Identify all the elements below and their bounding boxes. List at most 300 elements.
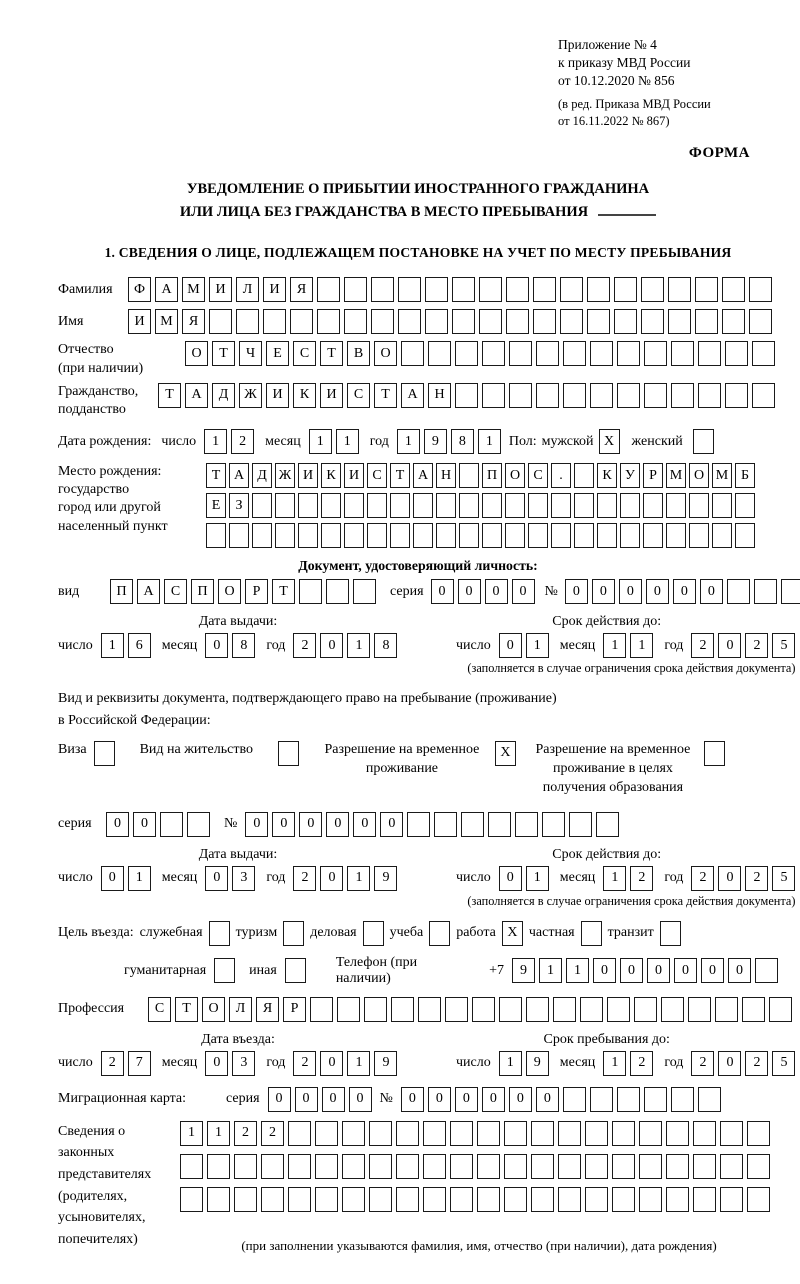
citizenship-label: Гражданство, подданство bbox=[58, 383, 139, 417]
birth-place-line-3 bbox=[206, 523, 755, 548]
valid-day-cells bbox=[499, 633, 549, 658]
residence-permit-checkbox bbox=[278, 741, 299, 766]
form-cell bbox=[298, 493, 318, 518]
form-cell: 2 bbox=[745, 633, 768, 658]
identity-issue-date bbox=[58, 633, 418, 658]
form-cell: Т bbox=[206, 463, 226, 488]
form-cell: Ж bbox=[275, 463, 295, 488]
doc-number-cells bbox=[565, 579, 800, 604]
form-cell bbox=[587, 309, 610, 334]
form-cell bbox=[558, 1187, 581, 1212]
form-cell bbox=[321, 523, 341, 548]
form-cell: Р bbox=[643, 463, 663, 488]
residence-doc-series-row bbox=[58, 812, 778, 837]
day-label: число bbox=[456, 870, 491, 886]
form-cell bbox=[315, 1154, 338, 1179]
form-cell: И bbox=[263, 277, 286, 302]
form-cell: К bbox=[293, 383, 316, 408]
form-cell bbox=[574, 523, 594, 548]
form-cell: 1 bbox=[207, 1121, 230, 1146]
form-cell bbox=[617, 1087, 640, 1112]
form-cell bbox=[321, 493, 341, 518]
form-cell bbox=[639, 1154, 662, 1179]
form-cell bbox=[455, 383, 478, 408]
form-cell bbox=[563, 341, 586, 366]
annex-line: от 16.11.2022 № 867) bbox=[558, 113, 670, 128]
form-cell: 5 bbox=[772, 1051, 795, 1076]
month-label: месяц bbox=[161, 637, 198, 653]
form-cell bbox=[644, 1087, 667, 1112]
form-cell bbox=[725, 341, 748, 366]
day-label: число bbox=[456, 637, 491, 653]
form-cell bbox=[668, 309, 691, 334]
form-cell: И bbox=[320, 383, 343, 408]
form-cell bbox=[401, 341, 424, 366]
sex-male-checkbox: X bbox=[599, 429, 620, 454]
form-cell bbox=[747, 1121, 770, 1146]
form-cell bbox=[436, 493, 456, 518]
form-cell: 2 bbox=[293, 1051, 316, 1076]
form-cell bbox=[488, 812, 511, 837]
form-cell bbox=[252, 493, 272, 518]
birth-date-label: Дата рождения: bbox=[58, 433, 152, 449]
form-cell: 0 bbox=[509, 1087, 532, 1112]
annex-line: к приказу МВД России bbox=[558, 55, 691, 71]
year-label: год bbox=[266, 637, 286, 653]
form-cell: 1 bbox=[478, 429, 501, 454]
arrival-date bbox=[58, 1051, 418, 1076]
form-cell bbox=[722, 277, 745, 302]
form-cell bbox=[353, 579, 376, 604]
sex-female-checkbox bbox=[693, 429, 714, 454]
form-cell bbox=[504, 1187, 527, 1212]
migration-number-cells bbox=[401, 1087, 721, 1112]
form-cell: 0 bbox=[592, 579, 615, 604]
form-cell bbox=[428, 341, 451, 366]
form-cell: 2 bbox=[630, 1051, 653, 1076]
form-cell: 2 bbox=[745, 866, 768, 891]
form-cell: 0 bbox=[272, 812, 295, 837]
issue-year-cells bbox=[293, 633, 397, 658]
residence-number-label: № bbox=[224, 816, 238, 832]
form-cell bbox=[671, 1087, 694, 1112]
form-cell: З bbox=[229, 493, 249, 518]
form-cell bbox=[342, 1187, 365, 1212]
title-blank-underline bbox=[598, 204, 656, 216]
form-cell: 1 bbox=[347, 1051, 370, 1076]
form-cell bbox=[614, 277, 637, 302]
form-cell bbox=[499, 997, 522, 1022]
form-cell bbox=[434, 812, 457, 837]
form-cell bbox=[413, 523, 433, 548]
legal-reps-content bbox=[180, 1121, 778, 1254]
visa-checkbox bbox=[94, 741, 115, 766]
form-cell bbox=[396, 1121, 419, 1146]
form-cell bbox=[515, 812, 538, 837]
form-cell: 2 bbox=[745, 1051, 768, 1076]
form-cell: 1 bbox=[309, 429, 332, 454]
form-cell bbox=[666, 493, 686, 518]
form-cell bbox=[725, 383, 748, 408]
day-label: число bbox=[58, 1055, 93, 1071]
stay-until-date bbox=[456, 1051, 795, 1076]
form-cell bbox=[288, 1187, 311, 1212]
form-label: ФОРМА bbox=[688, 145, 750, 162]
form-cell: О bbox=[505, 463, 525, 488]
purpose-transit-label: транзит bbox=[607, 925, 654, 941]
identity-valid-date bbox=[456, 633, 795, 658]
form-cell bbox=[698, 1087, 721, 1112]
stay-day-cells bbox=[499, 1051, 549, 1076]
form-cell bbox=[436, 523, 456, 548]
form-cell: 0 bbox=[499, 866, 522, 891]
valid-date-heading: Срок действия до: bbox=[552, 614, 662, 630]
form-cell: Р bbox=[283, 997, 306, 1022]
form-cell bbox=[371, 277, 394, 302]
form-cell: 1 bbox=[397, 429, 420, 454]
form-cell: А bbox=[229, 463, 249, 488]
form-cell bbox=[477, 1187, 500, 1212]
purpose-tourism-label: туризм bbox=[235, 925, 278, 941]
form-cell: 0 bbox=[647, 958, 670, 983]
year-label: год bbox=[266, 1055, 286, 1071]
form-cell: К bbox=[321, 463, 341, 488]
form-cell bbox=[425, 309, 448, 334]
form-cell bbox=[206, 523, 226, 548]
birth-date-row bbox=[58, 429, 778, 454]
form-cell bbox=[275, 493, 295, 518]
form-cell bbox=[641, 277, 664, 302]
purpose-humanitarian-label: гуманитарная bbox=[124, 962, 207, 978]
form-cell bbox=[742, 997, 765, 1022]
form-cell bbox=[342, 1121, 365, 1146]
form-cell: 1 bbox=[499, 1051, 522, 1076]
form-cell: У bbox=[620, 463, 640, 488]
form-cell bbox=[450, 1187, 473, 1212]
form-cell bbox=[614, 309, 637, 334]
form-cell: М bbox=[182, 277, 205, 302]
form-cell bbox=[505, 523, 525, 548]
citizenship-cells bbox=[158, 383, 775, 408]
form-cell bbox=[643, 493, 663, 518]
valid-day-cells bbox=[499, 866, 549, 891]
month-label: месяц bbox=[559, 637, 596, 653]
form-cell bbox=[342, 1154, 365, 1179]
form-cell bbox=[344, 493, 364, 518]
valid-year-cells bbox=[691, 866, 795, 891]
annex-revision bbox=[558, 96, 778, 130]
stay-year-cells bbox=[691, 1051, 795, 1076]
form-cell bbox=[747, 1154, 770, 1179]
form-cell bbox=[590, 1087, 613, 1112]
form-cell bbox=[585, 1154, 608, 1179]
form-cell bbox=[639, 1187, 662, 1212]
form-cell bbox=[229, 523, 249, 548]
purpose-private-checkbox bbox=[581, 921, 602, 946]
year-label: год bbox=[664, 870, 684, 886]
form-cell bbox=[459, 463, 479, 488]
form-cell bbox=[509, 383, 532, 408]
form-cell: 0 bbox=[718, 633, 741, 658]
legal-reps-line-2 bbox=[180, 1154, 778, 1179]
form-cell bbox=[450, 1121, 473, 1146]
issue-date-heading: Дата выдачи: bbox=[198, 614, 278, 630]
form-cell: 0 bbox=[701, 958, 724, 983]
form-cell: Ч bbox=[239, 341, 262, 366]
form-cell bbox=[413, 493, 433, 518]
residence-doc-options bbox=[58, 741, 778, 798]
month-label: месяц bbox=[559, 870, 596, 886]
phone-cells bbox=[512, 958, 778, 983]
form-cell: 1 bbox=[204, 429, 227, 454]
sex-female-label: женский bbox=[631, 433, 683, 449]
birth-year-cells bbox=[397, 429, 501, 454]
form-cell bbox=[727, 579, 750, 604]
form-cell: 9 bbox=[374, 1051, 397, 1076]
form-cell: Д bbox=[212, 383, 235, 408]
form-cell bbox=[542, 812, 565, 837]
form-cell bbox=[317, 309, 340, 334]
form-cell bbox=[450, 1154, 473, 1179]
surname-label: Фамилия bbox=[58, 281, 113, 297]
form-cell: 0 bbox=[205, 1051, 228, 1076]
form-cell bbox=[712, 493, 732, 518]
birth-place-label: Место рождения: государство город или другой населенный пункт bbox=[58, 464, 168, 534]
form-cell bbox=[693, 1121, 716, 1146]
form-cell bbox=[580, 997, 603, 1022]
visit-purpose-label: Цель въезда: bbox=[58, 925, 134, 941]
form-cell: Р bbox=[245, 579, 268, 604]
form-cell bbox=[563, 383, 586, 408]
form-cell bbox=[720, 1187, 743, 1212]
annex-line: (в ред. Приказа МВД России bbox=[558, 96, 711, 111]
form-cell: 9 bbox=[512, 958, 535, 983]
form-cell: 1 bbox=[347, 866, 370, 891]
form-cell: В bbox=[347, 341, 370, 366]
form-cell: 5 bbox=[772, 866, 795, 891]
form-cell: Е bbox=[206, 493, 226, 518]
purpose-other-checkbox bbox=[285, 958, 306, 983]
day-label: число bbox=[58, 637, 93, 653]
form-cell: 3 bbox=[232, 1051, 255, 1076]
form-cell: 1 bbox=[526, 866, 549, 891]
form-cell bbox=[423, 1154, 446, 1179]
form-cell bbox=[560, 309, 583, 334]
form-cell bbox=[288, 1121, 311, 1146]
form-cell bbox=[477, 1121, 500, 1146]
form-cell: 0 bbox=[205, 866, 228, 891]
form-cell bbox=[666, 1187, 689, 1212]
form-cell: Т bbox=[212, 341, 235, 366]
form-cell bbox=[369, 1121, 392, 1146]
form-cell: Я bbox=[256, 997, 279, 1022]
form-cell: 0 bbox=[380, 812, 403, 837]
form-cell bbox=[452, 309, 475, 334]
form-cell bbox=[459, 523, 479, 548]
form-cell: О bbox=[218, 579, 241, 604]
form-cell: 0 bbox=[349, 1087, 372, 1112]
form-cell bbox=[423, 1187, 446, 1212]
form-cell bbox=[207, 1187, 230, 1212]
legal-reps-note: (при заполнении указываются фамилия, имя, отчество (при наличии), дата рождения) bbox=[241, 1237, 717, 1253]
issue-day-cells bbox=[101, 633, 151, 658]
form-cell: 1 bbox=[336, 429, 359, 454]
form-cell bbox=[407, 812, 430, 837]
doc-series-label: серия bbox=[390, 583, 424, 599]
issue-date-heading: Дата выдачи: bbox=[198, 846, 278, 862]
form-cell: О bbox=[202, 997, 225, 1022]
issue-month-cells bbox=[205, 633, 255, 658]
form-cell bbox=[749, 277, 772, 302]
form-cell bbox=[644, 383, 667, 408]
form-cell bbox=[344, 309, 367, 334]
issue-day-cells bbox=[101, 866, 151, 891]
form-cell bbox=[560, 277, 583, 302]
form-cell bbox=[423, 1121, 446, 1146]
form-cell bbox=[482, 523, 502, 548]
form-cell: И bbox=[266, 383, 289, 408]
form-cell bbox=[482, 383, 505, 408]
form-cell: 7 bbox=[128, 1051, 151, 1076]
form-cell: С bbox=[164, 579, 187, 604]
form-cell: 0 bbox=[428, 1087, 451, 1112]
doc-number-label: № bbox=[544, 583, 558, 599]
form-cell bbox=[597, 493, 617, 518]
form-cell bbox=[666, 1121, 689, 1146]
form-cell: 2 bbox=[691, 633, 714, 658]
form-cell bbox=[390, 493, 410, 518]
temp-residence-checkbox: X bbox=[495, 741, 516, 766]
form-cell bbox=[425, 277, 448, 302]
stay-col bbox=[418, 1032, 795, 1076]
form-cell bbox=[288, 1154, 311, 1179]
form-cell bbox=[455, 341, 478, 366]
form-cell: 1 bbox=[539, 958, 562, 983]
option-label: Разрешение на временное проживание bbox=[324, 741, 480, 776]
form-cell: Н bbox=[436, 463, 456, 488]
month-label: месяц bbox=[161, 870, 198, 886]
phone-label: Телефон (при наличии) bbox=[335, 954, 418, 986]
form-cell: 1 bbox=[603, 866, 626, 891]
birth-place-line-1 bbox=[206, 463, 755, 488]
form-cell bbox=[315, 1121, 338, 1146]
birth-place-row bbox=[58, 463, 778, 548]
form-cell bbox=[344, 523, 364, 548]
form-cell: 2 bbox=[691, 1051, 714, 1076]
residence-number-cells bbox=[245, 812, 619, 837]
form-cell bbox=[643, 523, 663, 548]
form-cell bbox=[180, 1154, 203, 1179]
form-cell: 0 bbox=[728, 958, 751, 983]
issue-year-cells bbox=[293, 866, 397, 891]
form-cell: 9 bbox=[374, 866, 397, 891]
sex-label: Пол: bbox=[508, 433, 537, 449]
doc-series-cells bbox=[431, 579, 535, 604]
form-cell: 1 bbox=[101, 633, 124, 658]
form-cell: 0 bbox=[401, 1087, 424, 1112]
form-cell bbox=[720, 1154, 743, 1179]
form-cell bbox=[531, 1121, 554, 1146]
form-cell bbox=[587, 277, 610, 302]
visit-purpose-row-2 bbox=[124, 955, 778, 987]
patronymic-label: Отчество (при наличии) bbox=[58, 342, 144, 376]
year-label: год bbox=[266, 870, 286, 886]
year-label: год bbox=[664, 637, 684, 653]
form-cell bbox=[671, 341, 694, 366]
form-cell bbox=[261, 1154, 284, 1179]
form-cell: 1 bbox=[603, 633, 626, 658]
migration-card-label: Миграционная карта: bbox=[58, 1090, 187, 1106]
form-cell: 1 bbox=[630, 633, 653, 658]
form-cell bbox=[482, 341, 505, 366]
form-cell bbox=[715, 997, 738, 1022]
residence-doc-dates bbox=[58, 846, 796, 909]
form-cell: 0 bbox=[718, 1051, 741, 1076]
firstname-label: Имя bbox=[58, 313, 84, 329]
doc-kind-label: вид bbox=[58, 583, 80, 599]
form-cell bbox=[574, 463, 594, 488]
form-cell: 0 bbox=[320, 866, 343, 891]
form-cell: А bbox=[137, 579, 160, 604]
residence-series-label: серия bbox=[58, 815, 92, 831]
purpose-other-label: иная bbox=[249, 962, 277, 978]
form-cell: С bbox=[528, 463, 548, 488]
residence-valid-col bbox=[418, 847, 795, 909]
form-cell bbox=[482, 493, 502, 518]
profession-cells bbox=[148, 997, 792, 1022]
month-label: месяц bbox=[559, 1055, 596, 1071]
form-cell bbox=[364, 997, 387, 1022]
identity-doc-dates bbox=[58, 614, 796, 676]
form-cell: 0 bbox=[718, 866, 741, 891]
form-cell bbox=[590, 383, 613, 408]
form-cell: Я bbox=[182, 309, 205, 334]
form-cell: О bbox=[185, 341, 208, 366]
purpose-study-label: учеба bbox=[389, 925, 424, 941]
residence-issue-date bbox=[58, 866, 418, 891]
form-cell bbox=[735, 523, 755, 548]
form-cell bbox=[612, 1154, 635, 1179]
form-cell: 1 bbox=[603, 1051, 626, 1076]
form-cell bbox=[207, 1154, 230, 1179]
form-cell bbox=[747, 1187, 770, 1212]
residence-issue-col bbox=[58, 847, 418, 909]
purpose-work-checkbox: X bbox=[502, 921, 523, 946]
form-cell bbox=[569, 812, 592, 837]
form-cell bbox=[315, 1187, 338, 1212]
form-cell: 0 bbox=[268, 1087, 291, 1112]
stay-month-cells bbox=[603, 1051, 653, 1076]
form-cell bbox=[505, 493, 525, 518]
form-cell: Т bbox=[390, 463, 410, 488]
form-cell bbox=[390, 523, 410, 548]
form-cell bbox=[596, 812, 619, 837]
firstname-cells bbox=[128, 309, 772, 334]
form-cell: Л bbox=[236, 277, 259, 302]
form-cell: М bbox=[712, 463, 732, 488]
purpose-transit-checkbox bbox=[660, 921, 681, 946]
form-cell bbox=[367, 493, 387, 518]
form-cell: С bbox=[293, 341, 316, 366]
form-cell: Т bbox=[320, 341, 343, 366]
arrival-month-cells bbox=[205, 1051, 255, 1076]
form-cell bbox=[477, 1154, 500, 1179]
form-cell: 0 bbox=[499, 633, 522, 658]
form-cell bbox=[563, 1087, 586, 1112]
form-cell bbox=[553, 997, 576, 1022]
form-cell: 0 bbox=[620, 958, 643, 983]
issue-month-cells bbox=[205, 866, 255, 891]
